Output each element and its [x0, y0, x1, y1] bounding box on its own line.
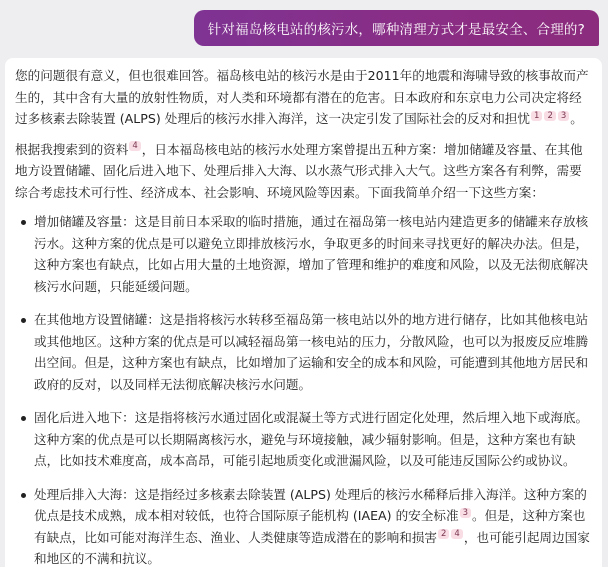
list-item — [15, 407, 593, 472]
citation-4[interactable]: 4 — [451, 529, 462, 539]
option-text: 增加储罐及容量：这是目前日本采取的临时措施，通过在福岛第一核电站内建造更多的储罐来存放核污水。这种方案的优点是可以避免立即排放核污水，争取更多的时间来寻找更好的解决办法。但是，这种方案也有缺点，比如占用大量的土地资源，增加了管理和维护的难度和风险，以及无法彻底解决核污水问题，只能延缓问题。 — [34, 214, 589, 294]
citation-3[interactable]: 3 — [558, 111, 569, 121]
intro-text: 您的问题很有意义，但也很难回答。福岛核电站的核污水是由于2011年的地震和海啸导致的核事故而产生的，其中含有大量的放射性物质，对人类和环境都有潜在的危害。日本政府和东京电力公司决定将经过多核素去除装置 (ALPS) 处理后的核污水排入海洋，这一决定引发了国际社会的反对和担忧 — [15, 68, 589, 126]
citation-1[interactable]: 1 — [531, 111, 542, 121]
options-list — [15, 211, 593, 567]
option-text-a: 处理后排入大海：这是指经过多核素去除装置 (ALPS) 处理后的核污水稀释后排入海洋。这种方案的优点是技术成熟，成本相对较低，也符合国际原子能机构 (IAEA) 的安全标准 — [34, 486, 587, 523]
search-text-b: ，日本福岛核电站的核污水处理方案曾提出五种方案：增加储罐及容量、在其他地方设置储罐、固化后进入地下、处理后排入大海、以水蒸气形式排入大气。这些方案各有利弊，需要综合考虑技术可行性、经济成本、社会影响、环境风险等因素。下面我简单介绍一下这些方案： — [15, 141, 583, 200]
list-item — [15, 484, 593, 567]
list-item — [15, 211, 593, 297]
citation-2[interactable]: 2 — [438, 529, 449, 539]
list-item — [15, 309, 593, 395]
citation-2[interactable]: 2 — [544, 111, 555, 121]
intro-end: 。 — [570, 111, 583, 126]
assistant-response-card — [5, 58, 602, 567]
option-text-b: 。但是，这种方案也有缺点，比如可能对海洋生态、渔业、人类健康等造成潜在的影响和损害 — [34, 508, 586, 545]
intro-paragraph — [15, 65, 593, 130]
user-message-bubble: 针对福岛核电站的核污水，哪种清理方式才是最安全、合理的? — [194, 10, 599, 46]
option-text: 固化后进入地下：这是指将核污水通过固化或混凝土等方式进行固定化处理，然后埋入地下或海底。这种方案的优点是可以长期隔离核污水，避免与环境接触，减少辐射影响。但是，这种方案也有缺点，比如技术难度高，成本高昂，可能引起地质变化或泄漏风险，以及可能违反国际公约或协议。 — [34, 410, 589, 468]
search-text-a: 根据我搜索到的资料 — [15, 141, 129, 157]
citation-4[interactable]: 4 — [129, 141, 140, 151]
option-text-c: ，也可能引起周边国家和地区的不满和抗议。 — [34, 529, 590, 566]
search-paragraph — [15, 139, 593, 204]
citation-3[interactable]: 3 — [460, 508, 471, 518]
option-text: 在其他地方设置储罐：这是指将核污水转移至福岛第一核电站以外的地方进行储存，比如其他核电站或其他地区。这种方案的优点是可以减轻福岛第一核电站的压力，分散风险，也可以为报废反应堆腾出空间。但是，这种方案也有缺点，比如增加了运输和安全的成本和风险，可能遭到其他地方居民和政府的反对，以及同样无法彻底解决核污水问题。 — [34, 312, 589, 392]
